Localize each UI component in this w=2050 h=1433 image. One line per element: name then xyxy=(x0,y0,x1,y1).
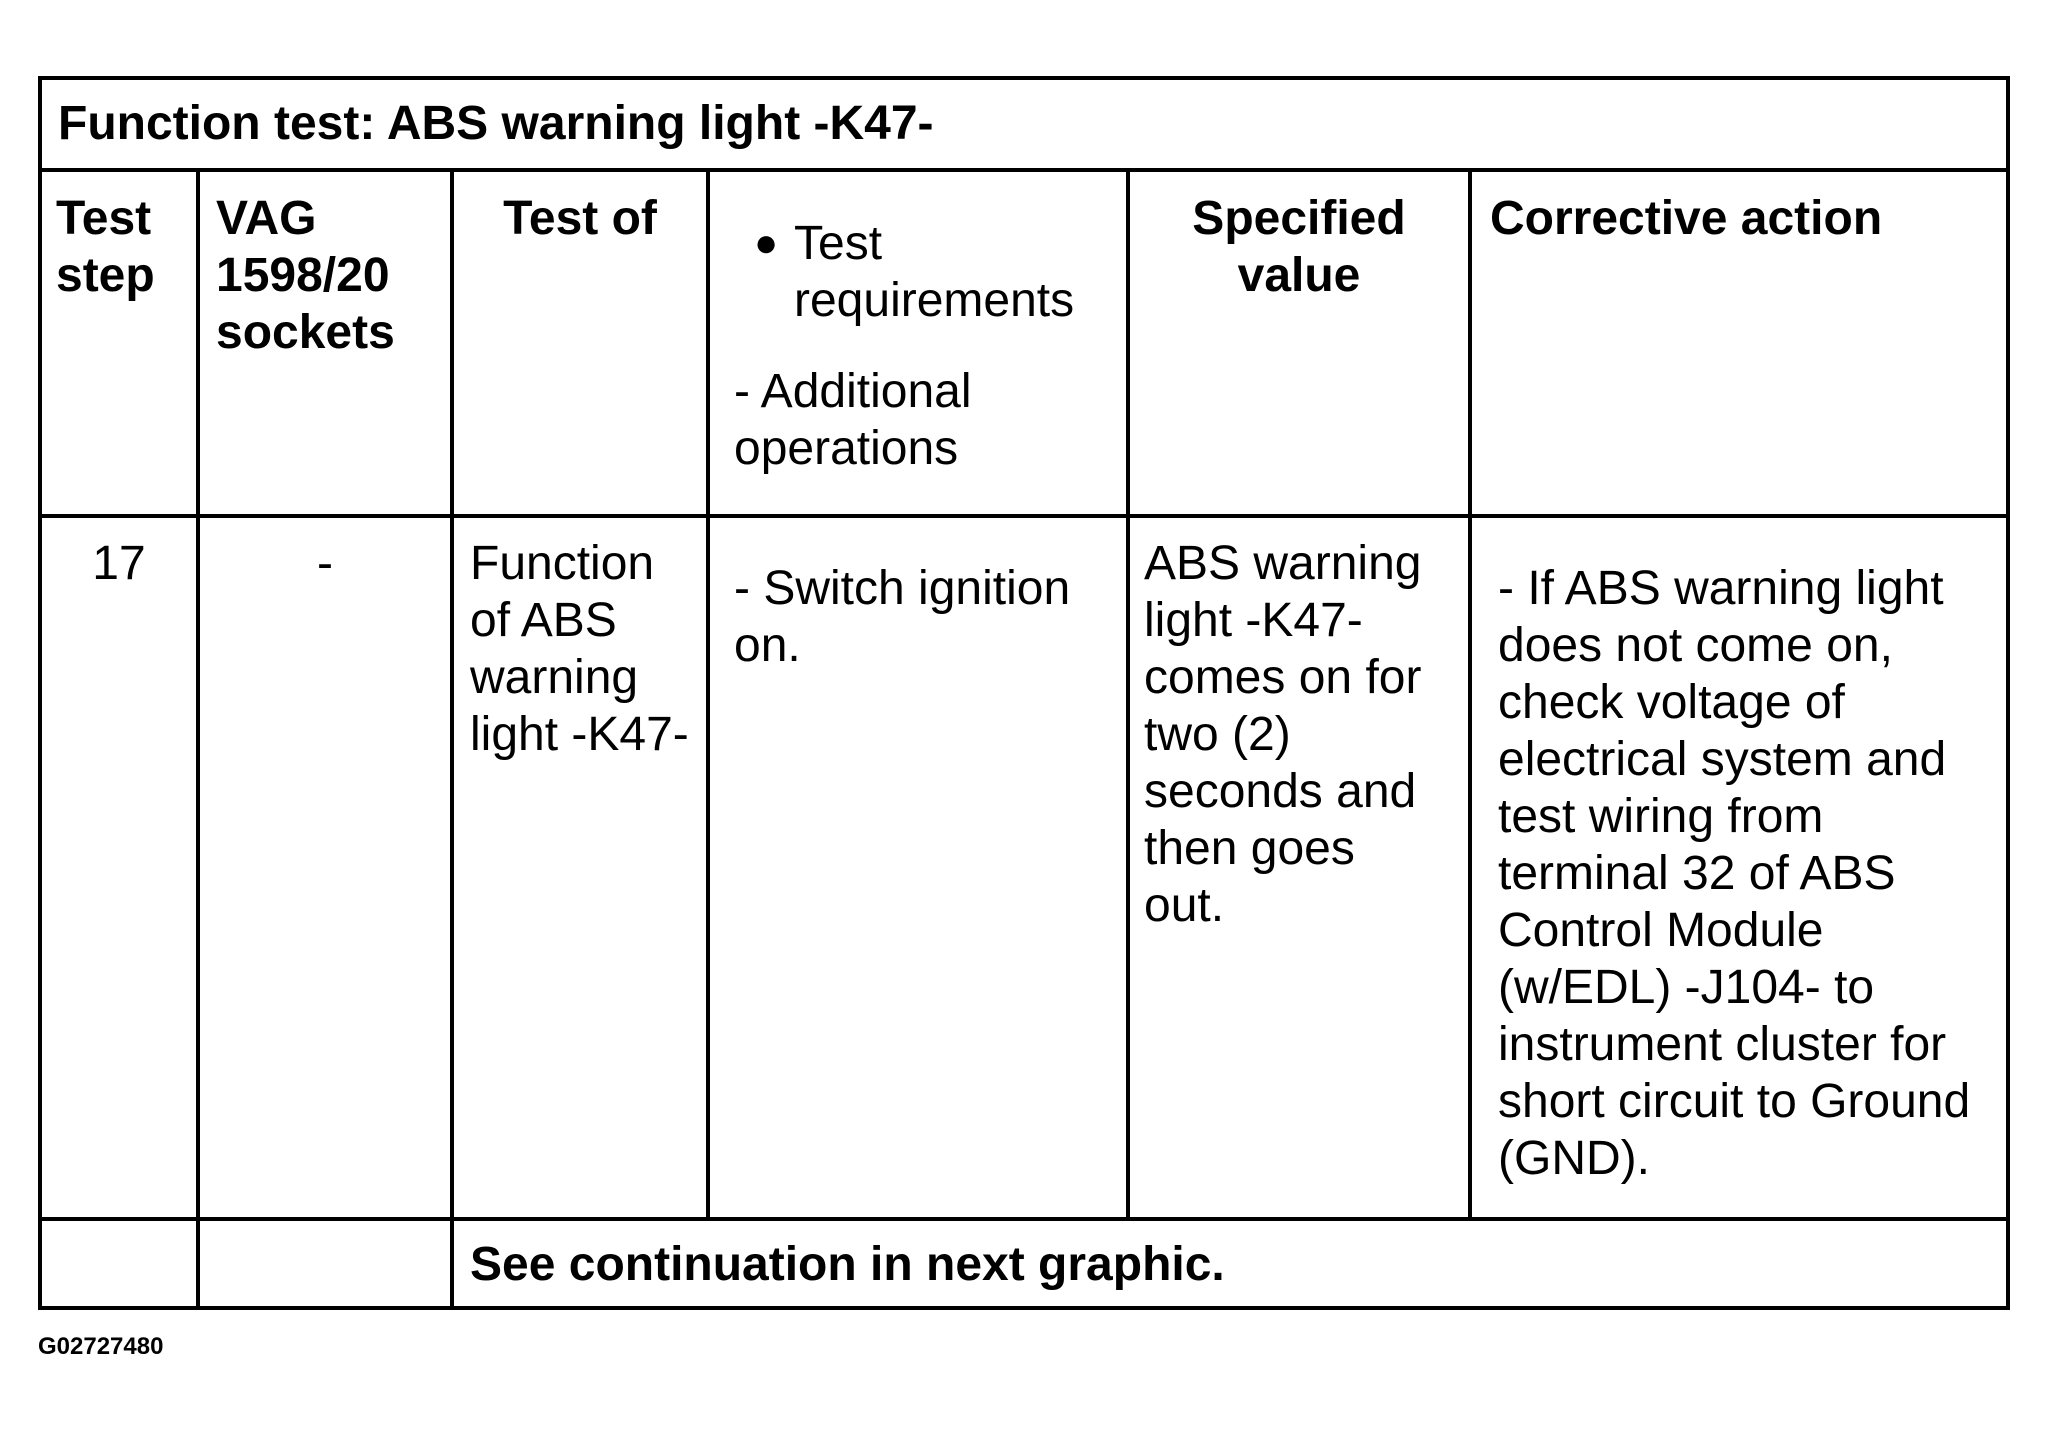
header-corrective-action: Corrective action xyxy=(1490,192,1883,245)
row-test-step: 17 xyxy=(92,537,146,590)
figure-code: G02727480 xyxy=(38,1333,164,1360)
header-test-of: Test of xyxy=(503,192,657,245)
header-specified-value: Specified value xyxy=(1192,192,1406,302)
table-title: Function test: ABS warning light -K47- xyxy=(58,97,934,150)
divider-col-5 xyxy=(1468,170,1472,1219)
row-specified-value: ABS warning light -K47- comes on for two (2) seconds and then goes out. xyxy=(1144,537,1422,932)
header-test-requirements-label: Test requirements xyxy=(794,217,1075,327)
row-corrective-action: - If ABS warning light does not come on, check voltage of electrical system and test wiring from terminal 32 of ABS Control Module (w/EDL) -J104- to instrument cluster for short circuit to Ground (GND). xyxy=(1498,562,1971,1185)
divider-footer-row xyxy=(38,1217,2010,1221)
divider-col-3 xyxy=(706,170,710,1219)
row-requirements: - Switch ignition on. xyxy=(734,562,1071,672)
header-additional-operations: - Additional operations xyxy=(734,365,972,475)
divider-col-1 xyxy=(196,170,200,1308)
continuation-note: See continuation in next graphic. xyxy=(470,1238,1225,1291)
divider-col-4 xyxy=(1126,170,1130,1219)
row-vag-sockets: - xyxy=(317,537,333,590)
header-vag-sockets: VAG 1598/20 sockets xyxy=(216,192,395,359)
divider-col-2 xyxy=(450,170,454,1308)
header-test-requirements xyxy=(734,215,1124,329)
divider-title xyxy=(38,168,2010,172)
bullet-icon: ● xyxy=(754,221,779,265)
divider-header xyxy=(38,514,2010,518)
header-test-step: Test step xyxy=(56,192,155,302)
row-test-of: Function of ABS warning light -K47- xyxy=(470,537,689,761)
